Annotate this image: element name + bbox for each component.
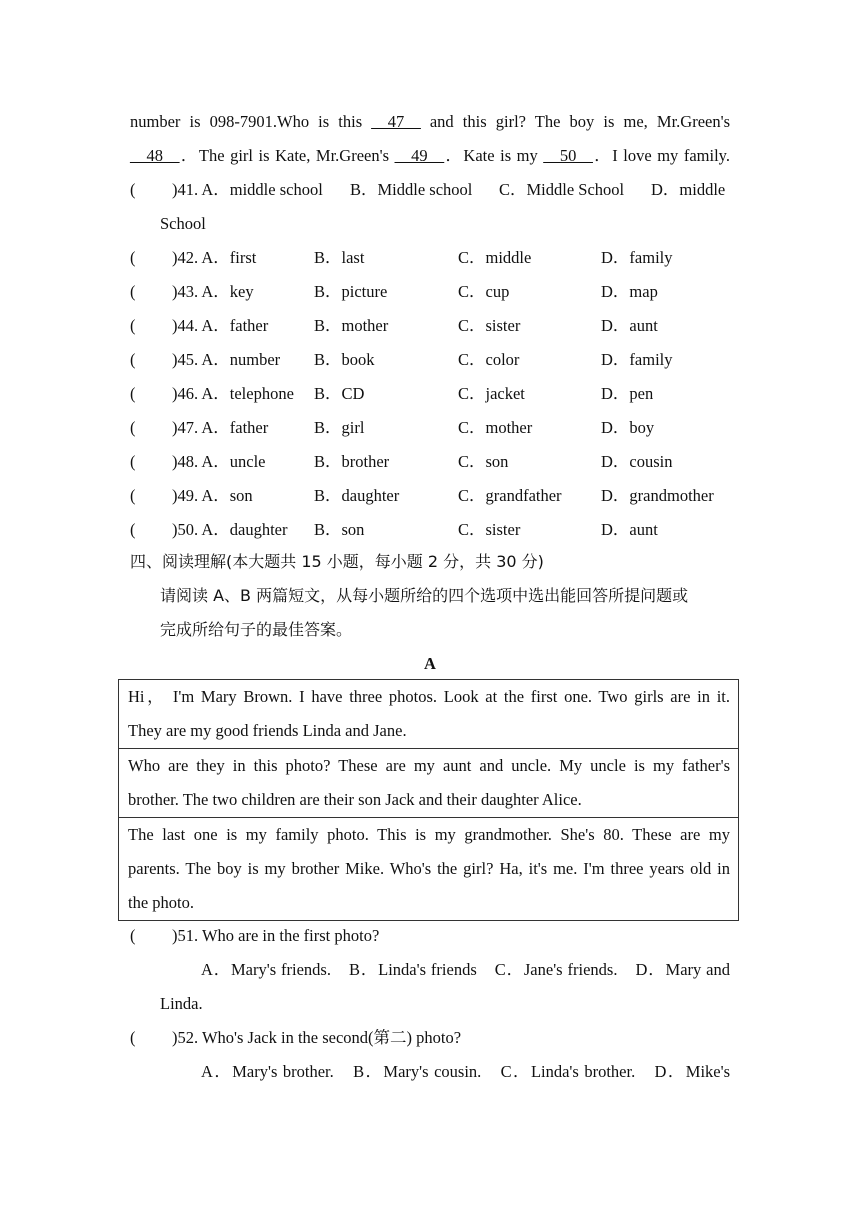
option-c: C．son — [458, 452, 509, 471]
answer-paren: ( — [130, 350, 136, 369]
question-stem: )51. Who are in the first photo? — [172, 926, 380, 945]
question-row — [130, 445, 750, 479]
option-b: B．daughter — [314, 486, 400, 505]
table-cell-line: They are my good friends Linda and Jane. — [128, 721, 407, 740]
option-d: D．family — [601, 350, 673, 369]
question-52-options: A．Mary's brother. B．Mary's cousin. C．Linda's brother. D．Mike's — [201, 1062, 730, 1081]
question-51-cont: Linda. — [160, 994, 203, 1013]
question-row — [130, 275, 750, 309]
option-c: C．Middle School — [499, 180, 625, 199]
option-d: D．family — [601, 248, 673, 267]
question-41 — [130, 173, 750, 207]
option-b: B．mother — [314, 316, 389, 335]
table-row — [119, 749, 738, 818]
answer-paren: ( — [130, 486, 136, 505]
text: number is 098-7901.Who is this — [130, 112, 372, 131]
question-number: )45. A．number — [172, 350, 281, 369]
text: ．Kate is my — [444, 146, 544, 165]
option-b: B．picture — [314, 282, 388, 301]
answer-paren: ( — [130, 926, 136, 945]
blank-47: __47__ — [371, 112, 421, 131]
question-number: )47. A．father — [172, 418, 269, 437]
table-cell-line: The last one is my family photo. This is my grandmother. She's 80. These are my — [128, 825, 730, 844]
option-b: B．girl — [314, 418, 365, 437]
section-instruction-1: 请阅读 A、B 两篇短文，从每小题所给的四个选项中选出能回答所提问题或 — [160, 586, 689, 605]
question-number: )42. A．first — [172, 248, 257, 267]
question-52 — [130, 1021, 750, 1055]
question-row — [130, 309, 750, 343]
answer-paren: ( — [130, 384, 136, 403]
option-c: C．mother — [458, 418, 533, 437]
option-b: B．brother — [314, 452, 390, 471]
question-stem: )52. Who's Jack in the second(第二) photo? — [172, 1028, 462, 1047]
table-cell-line: the photo. — [128, 893, 194, 912]
section-instruction-2: 完成所给句子的最佳答案。 — [160, 620, 353, 639]
option-d: D．cousin — [601, 452, 673, 471]
passage-a-table — [118, 679, 739, 921]
table-row — [119, 818, 738, 920]
option-d: D．grandmother — [601, 486, 714, 505]
answer-paren: ( — [130, 452, 136, 471]
answer-paren: ( — [130, 1028, 136, 1047]
blank-49: __49__ — [394, 146, 445, 165]
question-number: )44. A．father — [172, 316, 269, 335]
option-continuation: School — [160, 214, 206, 233]
option-c: C．sister — [458, 316, 521, 335]
answer-paren: ( — [130, 248, 136, 267]
option-b: B．book — [314, 350, 375, 369]
question-row — [130, 377, 750, 411]
option-d: D．pen — [601, 384, 654, 403]
question-51-options: A．Mary's friends. B．Linda's friends C．Jane's friends. D．Mary and — [201, 960, 730, 979]
blank-50: __50__ — [543, 146, 593, 165]
answer-paren: ( — [130, 316, 136, 335]
answer-paren: ( — [130, 520, 136, 539]
table-cell-line: Hi， I'm Mary Brown. I have three photos. Look at the first one. Two girls are in it. — [128, 687, 730, 706]
table-cell-line: Who are they in this photo? These are my aunt and uncle. My uncle is my father's — [128, 756, 730, 775]
question-number: )48. A．uncle — [172, 452, 266, 471]
answer-paren: ( — [130, 418, 136, 437]
option-c: C．grandfather — [458, 486, 562, 505]
question-number: )50. A．daughter — [172, 520, 288, 539]
text: and this girl? The boy is me, Mr.Green's — [420, 112, 730, 131]
option-c: C．cup — [458, 282, 510, 301]
passage-label: A — [424, 654, 436, 673]
option-d: D．middle — [651, 180, 726, 199]
question-row — [130, 241, 750, 275]
passage-line-1 — [130, 105, 730, 139]
option-b: B．Middle school — [350, 180, 473, 199]
question-number: )41. A．middle school — [172, 180, 323, 199]
question-41-cont — [130, 207, 750, 241]
option-d: D．aunt — [601, 520, 658, 539]
question-row — [130, 513, 750, 547]
table-row — [119, 680, 738, 749]
option-c: C．middle — [458, 248, 532, 267]
option-c: C．color — [458, 350, 520, 369]
answer-paren: ( — [130, 282, 136, 301]
text: ．The girl is Kate, Mr.Green's — [179, 146, 395, 165]
option-b: B．last — [314, 248, 365, 267]
option-b: B．CD — [314, 384, 365, 403]
blank-48: __48__ — [130, 146, 180, 165]
section-heading: 四、阅读理解(本大题共 15 小题，每小题 2 分，共 30 分) — [130, 552, 544, 571]
option-d: D．boy — [601, 418, 655, 437]
question-number: )43. A．key — [172, 282, 254, 301]
question-row — [130, 479, 750, 513]
text: ．I love my family. — [592, 146, 730, 165]
table-cell-line: brother. The two children are their son Jack and their daughter Alice. — [128, 790, 582, 809]
passage-line-2 — [130, 139, 730, 173]
question-number: )49. A．son — [172, 486, 253, 505]
option-c: C．jacket — [458, 384, 525, 403]
question-row — [130, 411, 750, 445]
question-51 — [130, 919, 750, 953]
question-row — [130, 343, 750, 377]
option-c: C．sister — [458, 520, 521, 539]
option-d: D．aunt — [601, 316, 658, 335]
option-b: B．son — [314, 520, 365, 539]
option-d: D．map — [601, 282, 658, 301]
answer-paren: ( — [130, 180, 136, 199]
question-number: )46. A．telephone — [172, 384, 294, 403]
table-cell-line: parents. The boy is my brother Mike. Who's the girl? Ha, it's me. I'm three years old in — [128, 859, 730, 878]
